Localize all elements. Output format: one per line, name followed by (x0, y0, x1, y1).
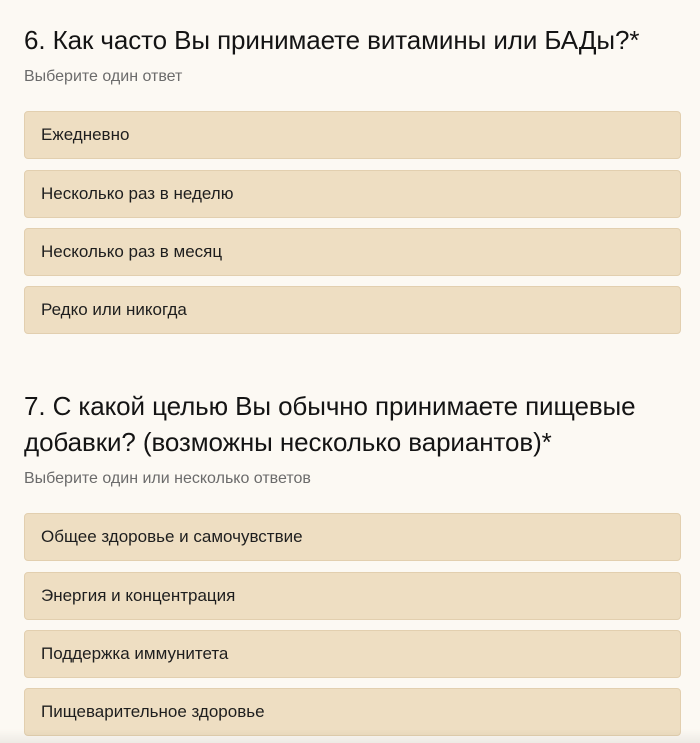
question-6 (24, 22, 684, 342)
option-general-health[interactable] (24, 513, 681, 561)
question-6-title: 6. Как часто Вы принимаете витамины или БАДы?* (24, 25, 640, 55)
option-label: Энергия и концентрация (41, 586, 236, 605)
option-label: Поддержка иммунитета (41, 644, 229, 663)
scroll-fade (0, 729, 700, 743)
question-6-hint: Выберите один ответ (24, 68, 183, 85)
option-immunity[interactable] (24, 630, 681, 678)
option-daily[interactable] (24, 111, 681, 159)
option-label: Несколько раз в месяц (41, 242, 223, 261)
question-7 (24, 388, 684, 738)
option-several-times-month[interactable] (24, 228, 681, 276)
question-7-title (24, 388, 684, 460)
option-several-times-week[interactable] (24, 170, 681, 218)
option-rarely-never[interactable] (24, 286, 681, 334)
option-label: Ежедневно (41, 125, 130, 144)
option-label: Несколько раз в неделю (41, 184, 234, 203)
option-energy-focus[interactable] (24, 572, 681, 620)
question-7-title-line-1: 7. С какой целью Вы обычно принимаете пищевые (24, 391, 636, 421)
option-label: Общее здоровье и самочувствие (41, 527, 303, 546)
option-label: Редко или никогда (41, 300, 187, 319)
question-7-title-line-2: добавки? (возможны несколько вариантов)* (24, 427, 552, 457)
option-label: Пищеварительное здоровье (41, 702, 265, 721)
question-7-hint: Выберите один или несколько ответов (24, 470, 311, 487)
